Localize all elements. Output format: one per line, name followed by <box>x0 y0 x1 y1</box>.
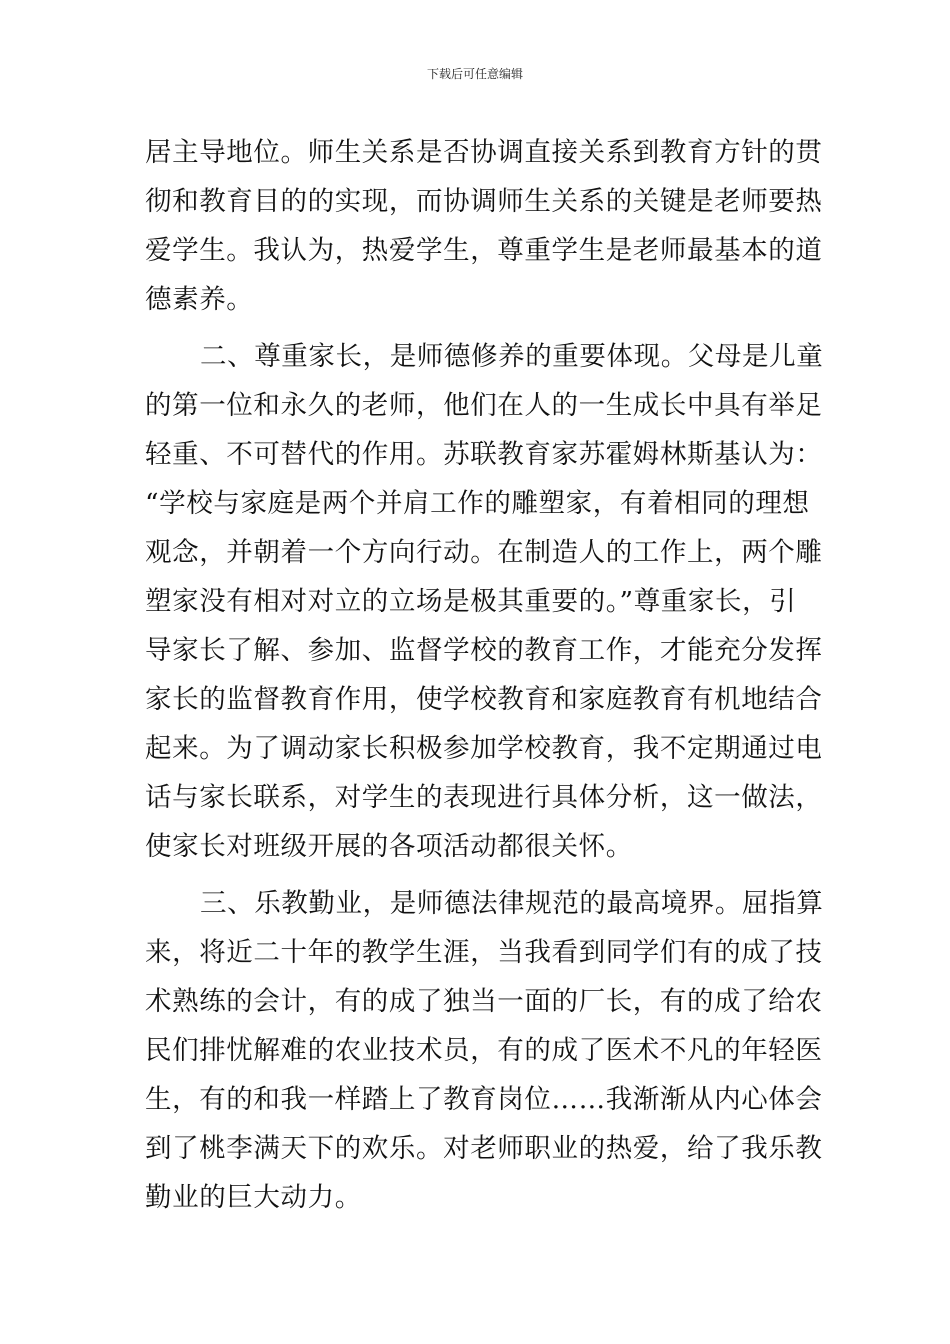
text-line: 家长的监督教育作用，使学校教育和家庭教育有机地结合 <box>145 684 823 715</box>
paragraph-2 <box>145 332 824 871</box>
text-line: 塑家没有相对对立的立场是极其重要的。”尊重家长，引 <box>145 586 797 617</box>
text-line: 轻重、不可替代的作用。苏联教育家苏霍姆林斯基认为： <box>145 439 823 470</box>
text-line: 导家长了解、参加、监督学校的教育工作，才能充分发挥 <box>145 635 823 666</box>
text-line: 起来。为了调动家长积极参加学校教育，我不定期通过电 <box>145 733 823 764</box>
text-line: 二、尊重家长，是师德修养的重要体现。父母是儿童 <box>200 341 824 372</box>
text-line: 到了桃李满天下的欢乐。对老师职业的热爱，给了我乐教 <box>145 1133 823 1164</box>
paragraph-1 <box>145 128 823 324</box>
paragraph-spacer <box>145 324 805 332</box>
paragraph-3 <box>145 879 824 1222</box>
text-line: 生，有的和我一样踏上了教育岗位……我渐渐从内心体会 <box>145 1084 823 1115</box>
text-line: 观念，并朝着一个方向行动。在制造人的工作上，两个雕 <box>145 537 823 568</box>
text-line: 居主导地位。师生关系是否协调直接关系到教育方针的贯 <box>145 137 823 168</box>
text-line: 三、乐教勤业，是师德法律规范的最高境界。屈指算 <box>200 888 824 919</box>
document-body <box>145 128 824 1222</box>
text-line: “学校与家庭是两个并肩工作的雕塑家，有着相同的理想 <box>145 488 810 519</box>
text-line: 话与家长联系，对学生的表现进行具体分析，这一做法， <box>145 782 823 813</box>
text-line: 爱学生。我认为，热爱学生，尊重学生是老师最基本的道 <box>145 235 823 266</box>
text-line: 德素养。 <box>145 284 254 315</box>
text-line: 使家长对班级开展的各项活动都很关怀。 <box>145 831 633 862</box>
text-line: 来，将近二十年的教学生涯，当我看到同学们有的成了技 <box>145 937 823 968</box>
text-line: 术熟练的会计，有的成了独当一面的厂长，有的成了给农 <box>145 986 823 1017</box>
text-line: 勤业的巨大动力。 <box>145 1182 362 1213</box>
page-header: 下载后可任意编辑 <box>426 67 523 81</box>
text-line: 民们排忧解难的农业技术员，有的成了医术不凡的年轻医 <box>145 1035 823 1066</box>
paragraph-spacer <box>145 871 805 879</box>
text-line: 的第一位和永久的老师，他们在人的一生成长中具有举足 <box>145 390 823 421</box>
text-line: 彻和教育目的的实现，而协调师生关系的关键是老师要热 <box>145 186 823 217</box>
